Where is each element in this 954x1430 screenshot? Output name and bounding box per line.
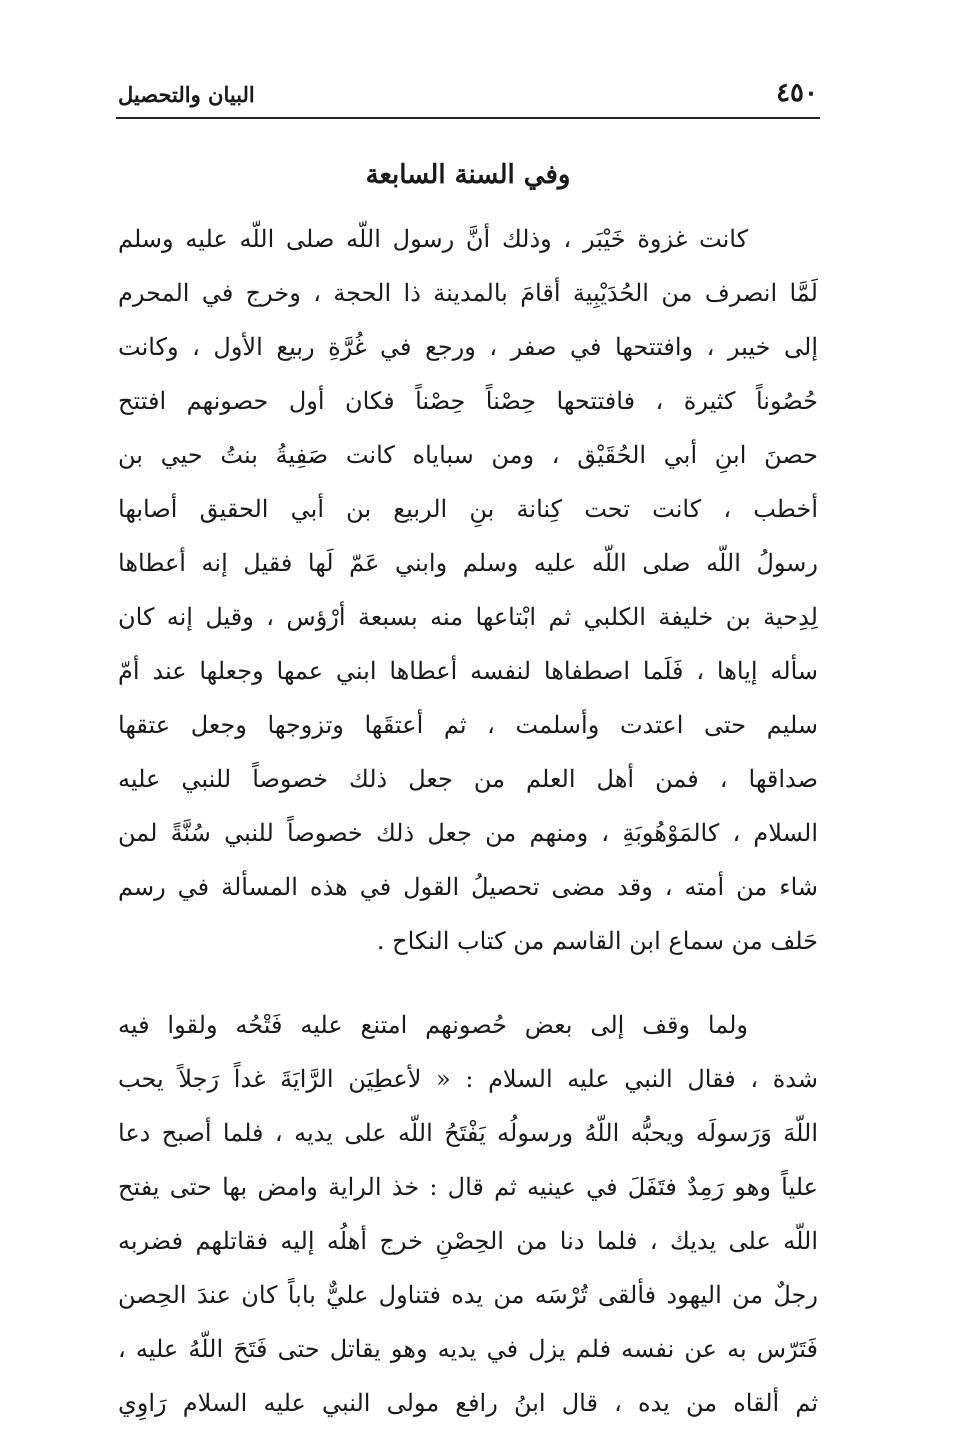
running-header <box>118 78 818 118</box>
text-line: حصنَ ابنِ أبي الحُقَيْق ، ومن سباياه كانت صَفِيةُ بنتُ حيي بن <box>118 441 818 469</box>
text-line: شدة ، فقال النبي عليه السلام : « لأعطِيَن الرَّايَةَ غداً رَجلاً يحب <box>118 1065 818 1093</box>
text-line: شاء من أمته ، وقد مضى تحصيلُ القول في هذه المسألة في رسم <box>118 873 818 901</box>
text-line: إلى خيبر ، وافتتحها في صفر ، ورجع في غُرَّةِ ربيع الأول ، وكانت <box>118 333 819 361</box>
page-number: ٤٥٠ <box>776 78 818 108</box>
text-line: علياً وهو رَمِدٌ فتَفَلَ في عينيه ثم قال : خذ الراية وامض بها حتى يفتح <box>118 1173 818 1201</box>
text-line: لَمَّا انصرف من الحُدَيْبِية أقامَ بالمدينة ذا الحجة ، وخرج في المحرم <box>118 279 818 307</box>
text-line: رسولُ اللّه صلى اللّه عليه وسلم وابني عَمّ لَها فقيل إنه أعطاها <box>118 549 818 577</box>
text-line: أخطب ، كانت تحت كِنانة بنِ الربيع بن أبي الحقيق أصابها <box>118 495 818 523</box>
text-line: ولما وقف إلى بعض حُصونهم امتنع عليه فَتْحُه ولقوا فيه <box>118 1011 748 1039</box>
body-text <box>118 212 818 1430</box>
text-line: لِدِحية بن خليفة الكلبي ثم ابْتاعها منه بسبعة أرْؤس ، وقيل إنه كان <box>118 603 818 631</box>
text-line: اللّه على يديك ، فلما دنا من الحِصْنِ خرج أهلُه إليه فقاتلهم فضربه <box>118 1227 818 1255</box>
paragraph-2 <box>118 998 818 1430</box>
book-title: البيان والتحصيل <box>118 82 255 107</box>
text-line: السلام ، كالمَوْهُوبَةِ ، ومنهم من جعل ذلك خصوصاً للنبي سُنَّةً لمن <box>118 819 818 847</box>
text-line: رجلٌ من اليهود فألقى تُرْسَه من يده فتناول عليٌّ باباً كان عندَ الحِصن <box>118 1281 818 1309</box>
section-heading: وفي السنة السابعة <box>365 160 571 190</box>
paragraph-spacer <box>118 968 818 998</box>
text-line: حُصُوناً كثيرة ، فافتتحها حِصْناً حِصْناً فكان أول حصونهم افتتح <box>118 387 818 415</box>
text-line: كانت غزوة خَيْبَر ، وذلك أنَّ رسول اللّه صلى اللّه عليه وسلم <box>118 225 748 253</box>
text-line: سليم حتى اعتدت وأسلمت ، ثم أعتقَها وتزوجها وجعل عتقها <box>118 711 818 739</box>
text-line: اللّهَ وَرَسولَه ويحبُّه اللّهُ ورسولُه يَفْتَحُ اللّه على يديه ، فلما أصبح دعا <box>118 1119 818 1147</box>
text-line: سأله إياها ، فَلَما اصطفاها لنفسه أعطاها ابني عمها وجعلها عند أمّ <box>118 657 818 685</box>
paragraph-1 <box>118 212 818 968</box>
text-line: فَتَرّس به عن نفسه فلم يزل في يديه وهو يقاتل حتى فَتَحَ اللّهُ عليه ، <box>118 1335 818 1363</box>
text-line: حَلف من سماع ابن القاسم من كتاب النكاح . <box>376 927 818 955</box>
text-line: صداقها ، فمن أهل العلم من جعل ذلك خصوصاً للنبي عليه <box>118 765 818 793</box>
header-divider <box>116 117 820 119</box>
text-line: ثم ألقاه من يده ، قال ابنُ رافع مولى النبي عليه السلام رَاوِي <box>118 1389 818 1417</box>
